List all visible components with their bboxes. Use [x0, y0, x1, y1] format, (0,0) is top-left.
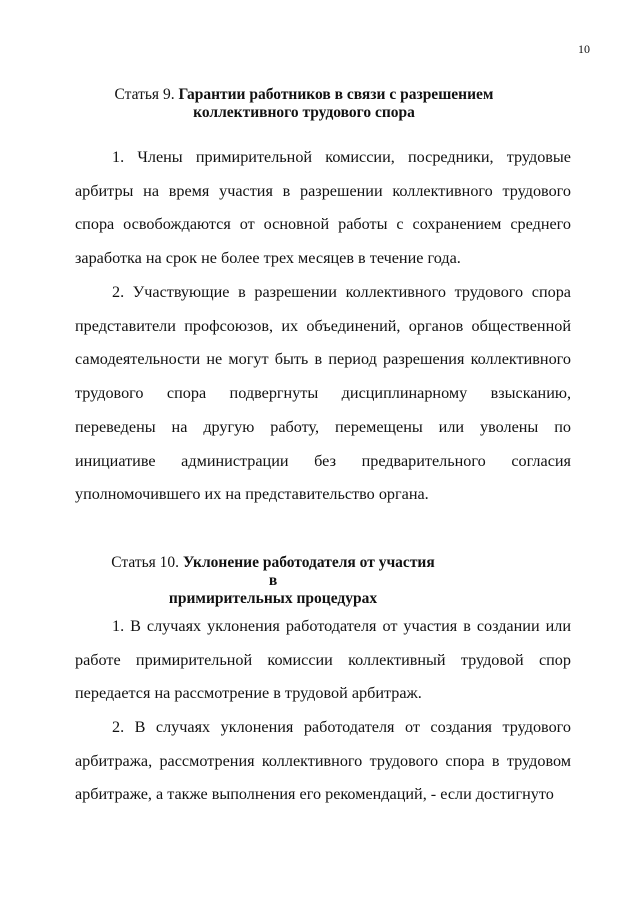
article-10-title-line2: примирительных процедурах	[168, 590, 378, 607]
article-10-paragraph-2: 2. В случаях уклонения работодателя от создания трудового арбитража, рассмотрения коллективного трудового спора в трудовом арбитраже, а также выполнения его рекомендаций, - если достигнуто	[75, 718, 571, 804]
article-10-heading	[108, 554, 438, 608]
article-9-heading	[108, 86, 500, 122]
page-number: 10	[578, 42, 590, 56]
article-10-prefix: Статья 10.	[111, 554, 180, 571]
article-9-title-line1: Гарантии работников в связи с разрешением	[178, 86, 494, 103]
article-9-title-line2: коллективного трудового спора	[193, 104, 415, 121]
article-10-paragraph-1: 1. В случаях уклонения работодателя от участия в создании или работе примирительной комиссии коллективный трудовой спор передается на рассмотрение в трудовой арбитраж.	[75, 617, 571, 703]
article-10-title-line1: Уклонение работодателя от участия в	[182, 554, 435, 589]
article-9-paragraph-2: 2. Участвующие в разрешении коллективного трудового спора представители профсоюзов, их объединений, органов общественной самодеятельности не могут быть в период разрешения коллективного трудового спора подвергнуты дисциплинарному взысканию, переведены на другую работу, перемещены или уволены по инициативе администрации без предварительного согласия уполномочившего их на представительство органа.	[75, 283, 571, 504]
article-9-paragraph-1: 1. Члены примирительной комиссии, посредники, трудовые арбитры на время участия в разрешении коллективного трудового спора освобождаются от основной работы с сохранением среднего заработка на срок не более трех месяцев в течение года.	[75, 148, 571, 268]
article-9-prefix: Статья 9.	[114, 86, 175, 103]
